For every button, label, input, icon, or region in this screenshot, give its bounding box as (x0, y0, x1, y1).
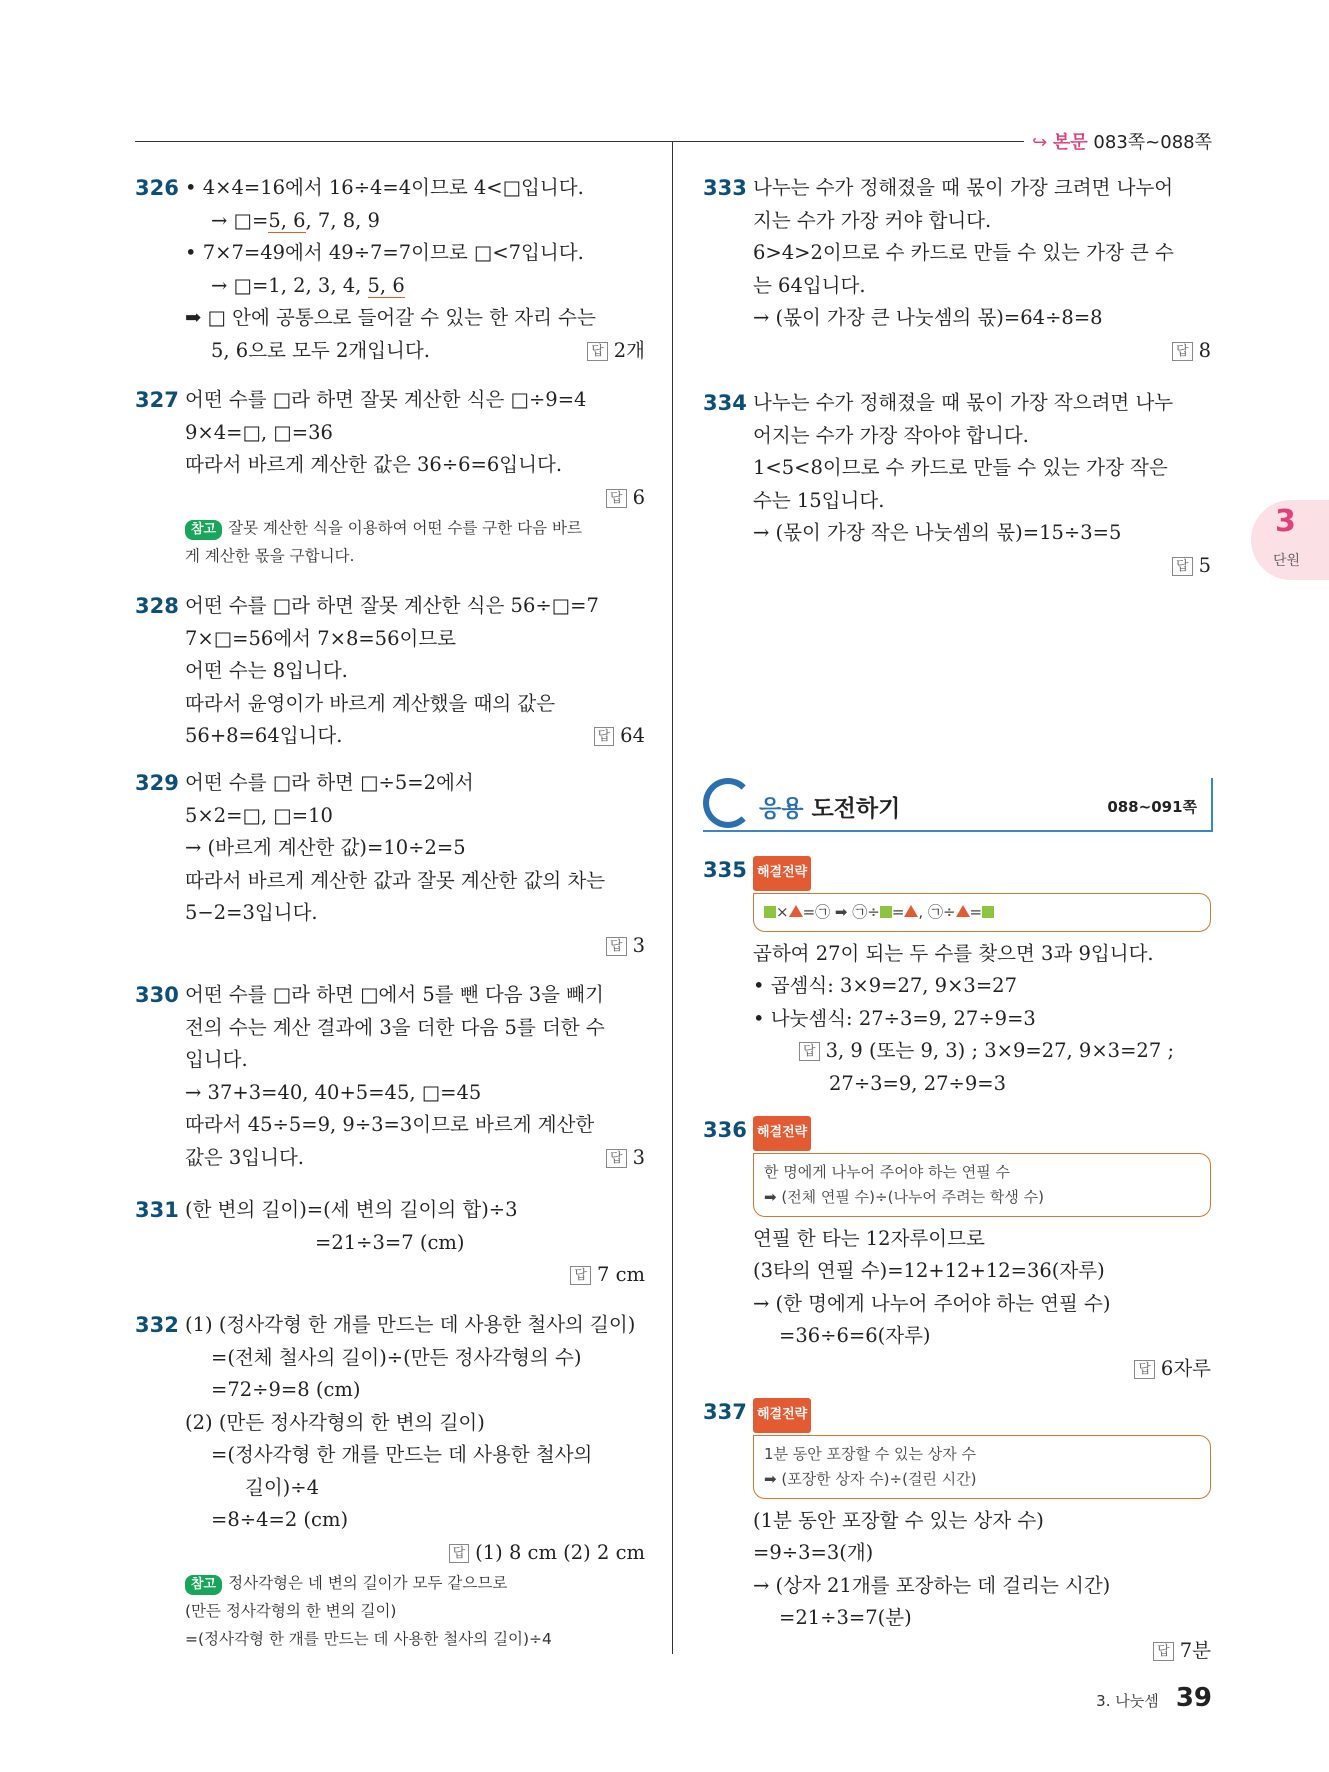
line: → 37+3=40, 40+5=45, □=45 (185, 1080, 482, 1104)
line: 입니다. (185, 1048, 248, 1071)
problem-number: 332 (135, 1313, 179, 1337)
note: 참고 잘못 계산한 식을 이용하여 어떤 수를 구한 다음 바르 게 계산한 몫을 구합니다. (185, 519, 582, 565)
c-logo-icon (703, 778, 753, 828)
square-icon (880, 906, 892, 918)
page-footer (1096, 1683, 1212, 1713)
unit-number: 3 (1275, 504, 1296, 539)
line: 전의 수는 계산 결과에 3을 더한 다음 5를 더한 수 (185, 1015, 605, 1039)
problem-number: 334 (703, 391, 747, 415)
line: 따라서 45÷5=9, 9÷3=3이므로 바르게 계산한 (185, 1113, 595, 1136)
strategy-badge: 해결전략 (753, 1116, 811, 1151)
problem-number: 329 (135, 771, 179, 795)
line: 수는 15입니다. (753, 488, 885, 512)
problem-334 (703, 387, 1211, 582)
line: 56+8=64입니다. 답 64 (185, 724, 645, 747)
line: • 4×4=16에서 16÷4=4이므로 4<□입니다. (185, 176, 584, 199)
problem-number: 335 (703, 858, 747, 882)
line: → □=1, 2, 3, 4, 5, 6 (211, 273, 405, 297)
problem-number: 328 (135, 594, 179, 618)
answer: 6자루 (1160, 1356, 1211, 1380)
triangle-icon (956, 905, 970, 917)
line: 5×2=□, □=10 (185, 803, 333, 827)
problem-335 (703, 854, 1211, 1100)
line: =72÷9=8 (cm) (211, 1378, 361, 1401)
answer-row: 답 7 cm (185, 1259, 645, 1292)
answer: 6 (632, 485, 645, 509)
line: 지는 수가 가장 커야 합니다. (753, 208, 992, 232)
line: (한 변의 길이)=(세 변의 길이의 합)÷3 (185, 1198, 518, 1221)
unit-tab (1251, 500, 1329, 580)
answer-row: 답 8 (753, 335, 1211, 368)
line: 는 64입니다. (753, 273, 866, 297)
strategy-box: 한 명에게 나누어 주어야 하는 연필 수 ➡ (전체 연필 수)÷(나누어 주려는 학생 수) (753, 1153, 1211, 1217)
answer: (1) 8 cm (2) 2 cm (475, 1540, 645, 1564)
square-icon (982, 906, 994, 918)
line: 나누는 수가 정해졌을 때 몫이 가장 작으려면 나누 (753, 391, 1174, 414)
problem-337 (703, 1396, 1211, 1667)
problem-327 (135, 384, 645, 570)
line: =9÷3=3(개) (753, 1541, 874, 1564)
answer: 3, 9 (또는 9, 3) ; 3×9=27, 9×3=27 ; (825, 1039, 1175, 1062)
line: 1<5<8이므로 수 카드로 만들 수 있는 가장 작은 (753, 456, 1168, 479)
problem-number: 330 (135, 983, 179, 1007)
problem-number: 337 (703, 1400, 747, 1424)
line: =21÷3=7 (cm) (315, 1230, 465, 1254)
line: (3타의 연필 수)=12+12+12=36(자루) (753, 1259, 1105, 1282)
line: 나누는 수가 정해졌을 때 몫이 가장 크려면 나누어 (753, 176, 1174, 199)
square-icon (764, 906, 776, 918)
answer-row: 답 5 (753, 550, 1211, 583)
problem-333 (703, 172, 1211, 367)
line: 따라서 바르게 계산한 값과 잘못 계산한 값의 차는 (185, 868, 606, 892)
note: 참고 정사각형은 네 변의 길이가 모두 같으므로 (만든 정사각형의 한 변의 길이) =(정사각형 한 개를 만드는 데 사용한 철사의 길이)÷4 (185, 1574, 552, 1648)
problem-329 (135, 767, 645, 962)
answer-row: 답 (1) 8 cm (2) 2 cm (185, 1537, 645, 1570)
answer: 7분 (1179, 1638, 1211, 1662)
answer: 3 (632, 933, 645, 957)
answer-row: 답 3, 9 (또는 9, 3) ; 3×9=27, 9×3=27 ; (753, 1035, 1211, 1068)
line: 연필 한 타는 12자루이므로 (753, 1226, 985, 1250)
answer-row: 답 3 (185, 930, 645, 963)
answer: 5 (1198, 553, 1211, 577)
strategy-badge: 해결전략 (753, 856, 811, 891)
line: 9×4=□, □=36 (185, 420, 333, 444)
answer-row: 답 6자루 (753, 1353, 1211, 1386)
line: 값은 3입니다. 답 3 (185, 1145, 645, 1169)
line: 곱하여 27이 되는 두 수를 찾으면 3과 9입니다. (753, 941, 1154, 965)
line: 5, 6으로 모두 2개입니다. 답 2개 (211, 338, 645, 362)
line: =(전체 철사의 길이)÷(만든 정사각형의 수) (211, 1345, 582, 1369)
line: ➡ □ 안에 공통으로 들어갈 수 있는 한 자리 수는 (185, 306, 596, 329)
line: • 나눗셈식: 27÷3=9, 27÷9=3 (753, 1006, 1036, 1030)
strategy-box: × =㉠ ➡ ㉠÷ = , ㉠÷ = (753, 893, 1211, 932)
problem-326 (135, 172, 645, 367)
problem-328 (135, 590, 645, 753)
problem-331 (135, 1194, 645, 1292)
chapter-label: 3. 나눗셈 (1096, 1692, 1159, 1710)
column-divider (672, 141, 673, 1654)
line: 어떤 수를 □라 하면 잘못 계산한 식은 56÷□=7 (185, 594, 599, 617)
line: 어떤 수를 □라 하면 □÷5=2에서 (185, 771, 474, 794)
answer: 64 (620, 724, 645, 747)
line: → □=5, 6, 7, 8, 9 (211, 208, 380, 232)
line: → (상자 21개를 포장하는 데 걸리는 시간) (753, 1573, 1111, 1597)
section-pages: 088~091쪽 (1107, 798, 1197, 816)
line: (1분 동안 포장할 수 있는 상자 수) (753, 1508, 1044, 1532)
answer-row: 답 6 (185, 482, 645, 515)
page-header (1024, 128, 1212, 154)
line: → (바르게 계산한 값)=10÷2=5 (185, 836, 466, 859)
line: 따라서 윤영이가 바르게 계산했을 때의 값은 (185, 691, 556, 715)
line: → (몫이 가장 작은 나눗셈의 몫)=15÷3=5 (753, 521, 1122, 544)
problem-number: 327 (135, 388, 179, 412)
answer-row: 27÷3=9, 27÷9=3 (829, 1071, 1007, 1095)
header-label: 본문 (1052, 132, 1088, 153)
problem-336 (703, 1114, 1211, 1385)
answer: 7 cm (596, 1263, 645, 1286)
answer: 2개 (613, 338, 645, 362)
triangle-icon (789, 905, 803, 917)
section-title: 응용 도전하기 (759, 796, 901, 822)
line: 어지는 수가 가장 작아야 합니다. (753, 423, 1029, 447)
problem-number: 336 (703, 1118, 747, 1142)
arrow-icon: ↪ (1032, 132, 1048, 153)
problem-330 (135, 979, 645, 1174)
problem-number: 326 (135, 176, 179, 200)
line: 어떤 수는 8입니다. (185, 659, 348, 682)
line: • 곱셈식: 3×9=27, 9×3=27 (753, 974, 1017, 997)
line: • 7×7=49에서 49÷7=7이므로 □<7입니다. (185, 241, 584, 264)
answer-row: 답 7분 (753, 1635, 1211, 1668)
header-pages: 083쪽~088쪽 (1093, 132, 1212, 153)
unit-label: 단원 (1273, 553, 1301, 569)
section-header (703, 778, 1213, 832)
line: =(정사각형 한 개를 만드는 데 사용한 철사의 (211, 1443, 593, 1466)
note-badge: 참고 (185, 1575, 222, 1595)
line: 어떤 수를 □라 하면 잘못 계산한 식은 □÷9=4 (185, 388, 587, 411)
strategy-box: 1분 동안 포장할 수 있는 상자 수 ➡ (포장한 상자 수)÷(걸린 시간) (753, 1435, 1211, 1499)
line: → (몫이 가장 큰 나눗셈의 몫)=64÷8=8 (753, 306, 1103, 329)
line: 6>4>2이므로 수 카드로 만들 수 있는 가장 큰 수 (753, 241, 1174, 264)
problem-332 (135, 1309, 645, 1653)
page-number: 39 (1175, 1683, 1212, 1713)
line: 5−2=3입니다. (185, 901, 318, 924)
problem-number: 331 (135, 1198, 179, 1222)
line: 따라서 바르게 계산한 값은 36÷6=6입니다. (185, 453, 563, 476)
line: (1) (정사각형 한 개를 만드는 데 사용한 철사의 길이) (185, 1313, 636, 1336)
line: 어떤 수를 □라 하면 □에서 5를 뺀 다음 3을 빼기 (185, 983, 604, 1006)
line: =36÷6=6(자루) (779, 1324, 931, 1347)
note-badge: 참고 (185, 520, 222, 540)
line: 7×□=56에서 7×8=56이므로 (185, 626, 457, 650)
problem-number: 333 (703, 176, 747, 200)
strategy-badge: 해결전략 (753, 1398, 811, 1433)
line: =8÷4=2 (cm) (211, 1508, 349, 1531)
triangle-icon (904, 905, 918, 917)
answer: 3 (632, 1145, 645, 1169)
answer: 8 (1198, 338, 1211, 362)
line: =21÷3=7(분) (779, 1606, 912, 1629)
line: 길이)÷4 (245, 1475, 320, 1499)
line: → (한 명에게 나누어 주어야 하는 연필 수) (753, 1291, 1111, 1315)
line: (2) (만든 정사각형의 한 변의 길이) (185, 1410, 485, 1434)
